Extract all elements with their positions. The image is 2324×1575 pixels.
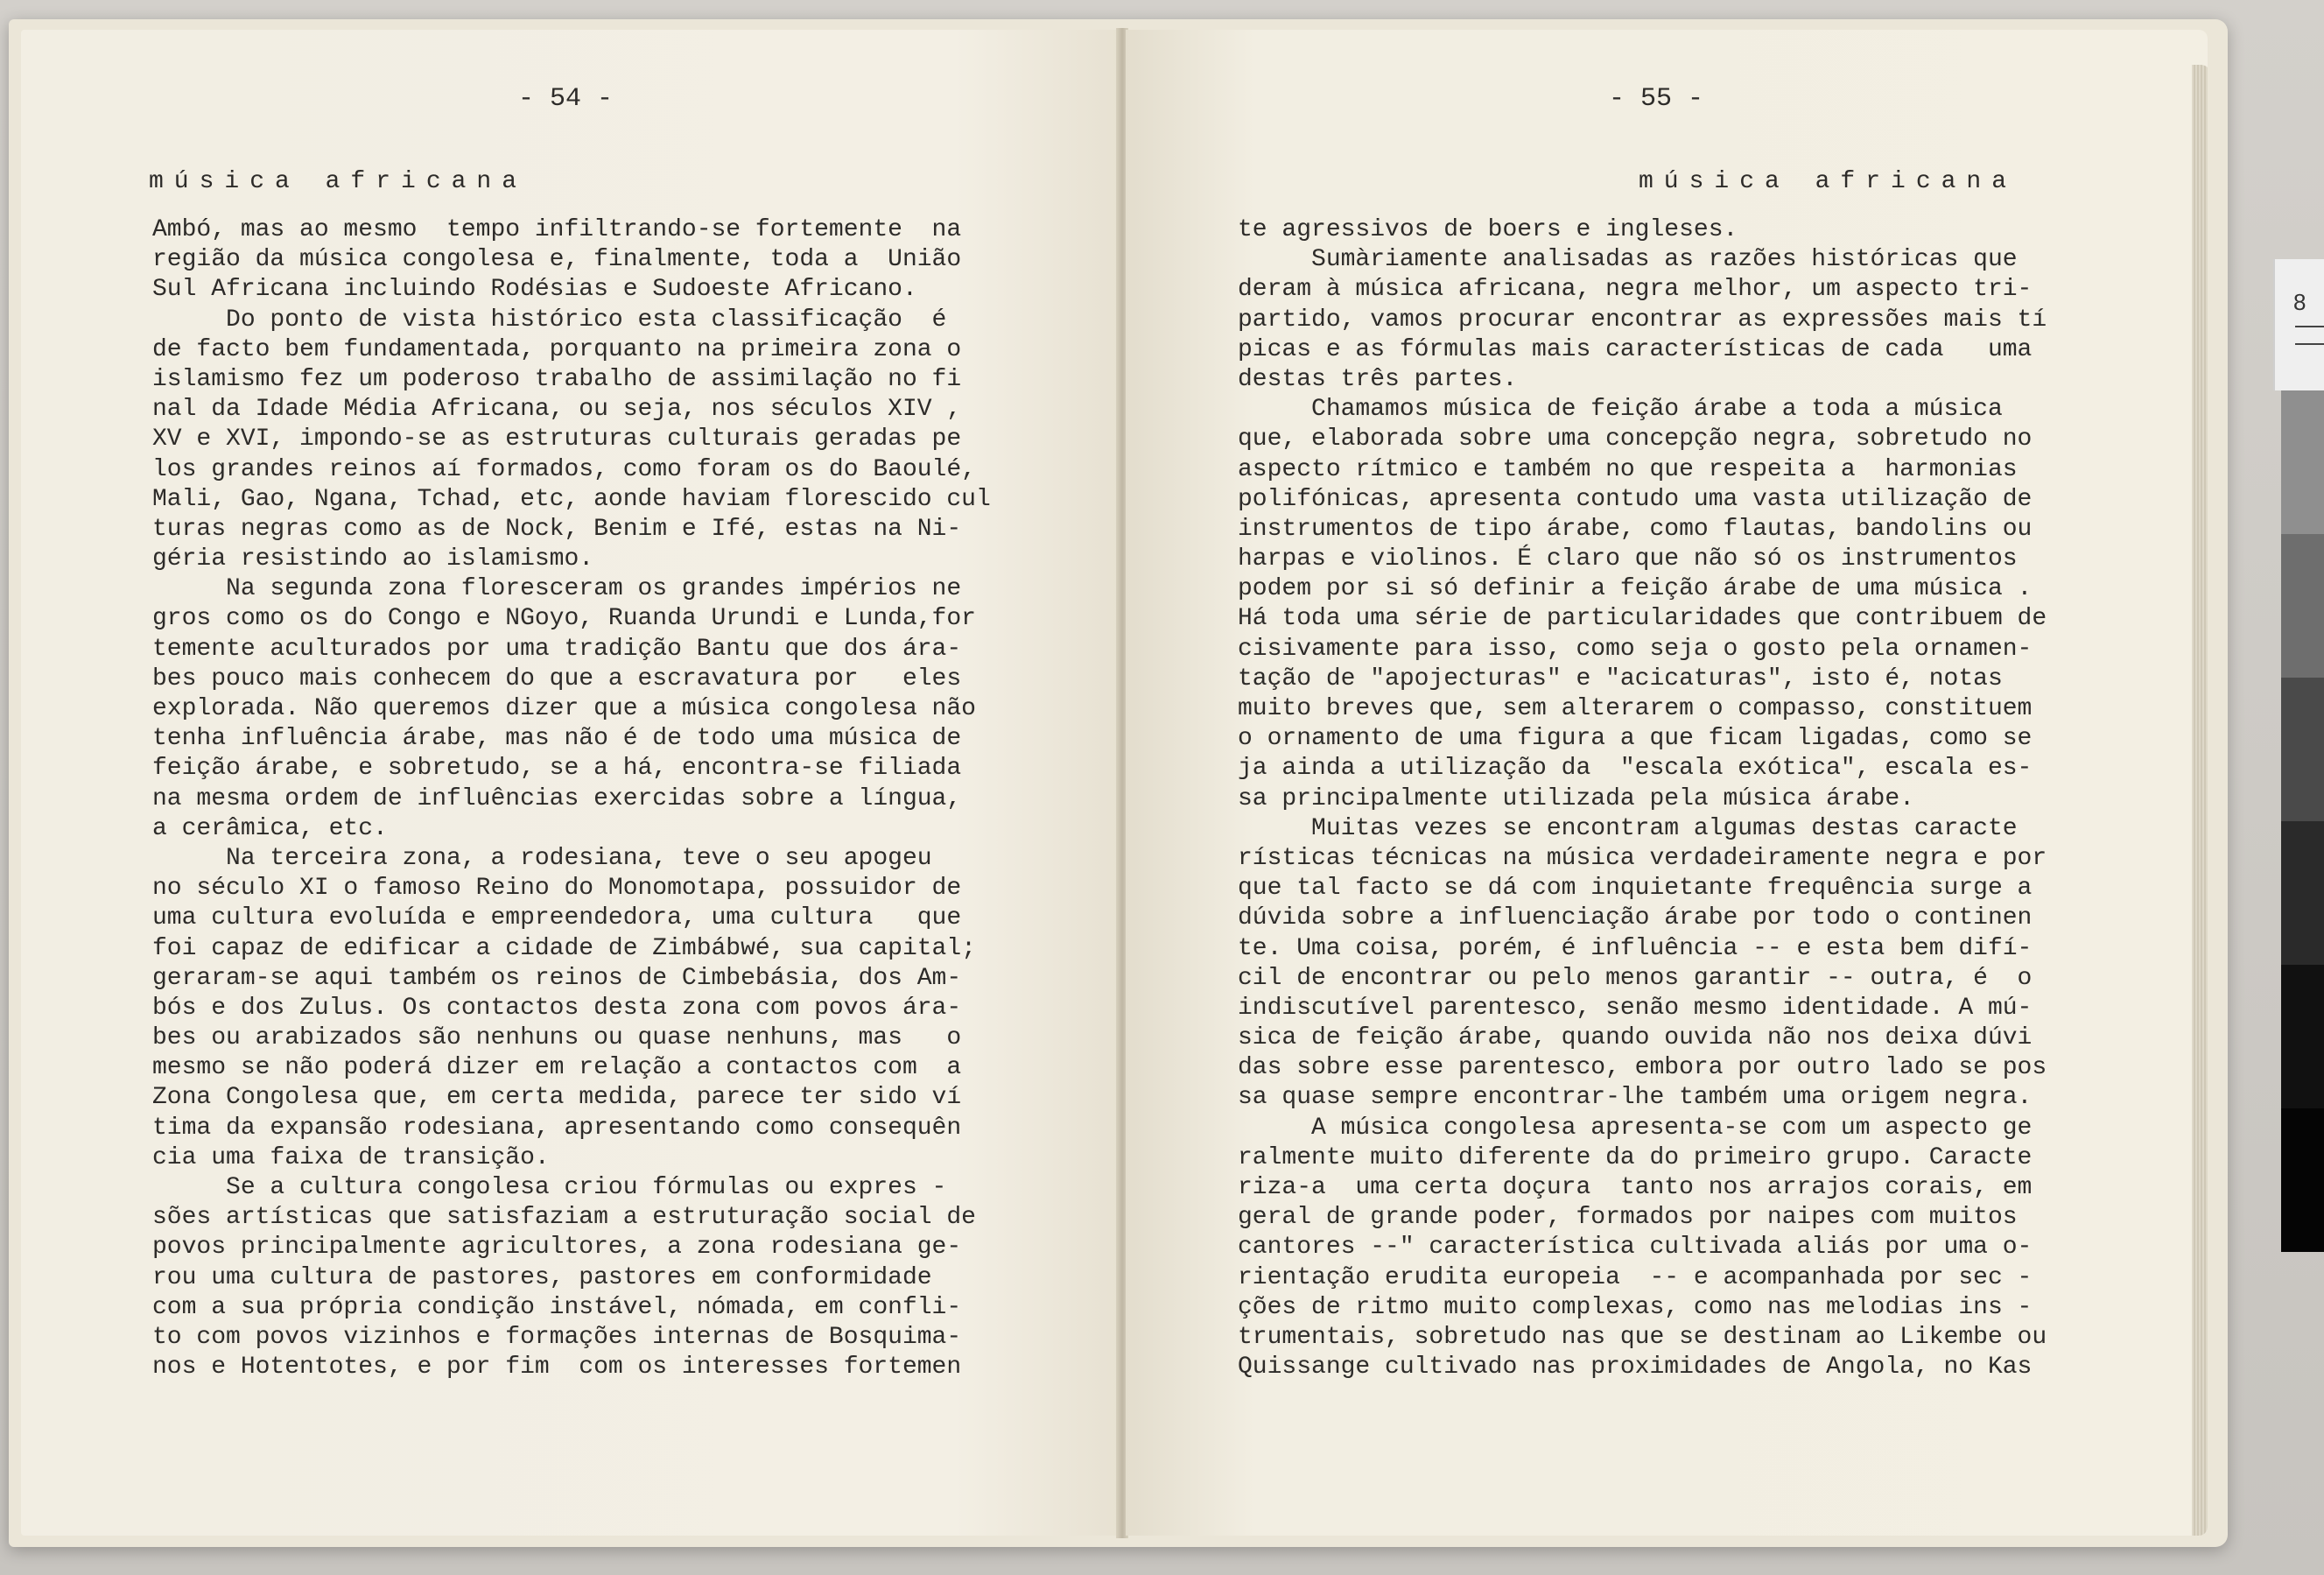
text-line: partido, vamos procurar encontrar as expressões mais tí <box>1238 306 2047 334</box>
text-line: tenha influência árabe, mas não é de todo uma música de <box>152 725 962 753</box>
text-line: a cerâmica, etc. <box>152 814 388 842</box>
color-strip-patch <box>2281 390 2324 534</box>
text-line: na mesma ordem de influências exercidas sobre a língua, <box>152 784 962 812</box>
text-line: sões artísticas que satisfaziam a estruturação social de <box>152 1204 976 1232</box>
text-line: rou uma cultura de pastores, pastores em conformidade <box>152 1263 932 1291</box>
text-line: islamismo fez um poderoso trabalho de assimilação no fi <box>152 365 962 393</box>
text-line: que, elaborada sobre uma concepção negra, sobretudo no <box>1238 425 2033 454</box>
text-line: riza-a uma certa doçura tanto nos arrajos corais, em <box>1238 1174 2033 1201</box>
text-line: Mali, Gao, Ngana, Tchad, etc, aonde haviam florescido cul <box>152 485 991 513</box>
text-line: uma cultura evoluída e empreendedora, uma cultura que <box>152 904 962 932</box>
text-line: trumentais, sobretudo nas que se destinam ao Likembe ou <box>1238 1323 2047 1351</box>
left-page <box>21 30 1120 1536</box>
text-line: tação de "apojecturas" e "acicaturas", isto é, notas <box>1238 664 2003 693</box>
text-line: com a sua própria condição instável, nómada, em confli- <box>152 1293 962 1321</box>
text-line: bes ou arabizados são nenhuns ou quase nenhuns, mas o <box>152 1024 962 1052</box>
text-line: polifónicas, apresenta contudo uma vasta utilização de <box>1238 485 2033 513</box>
right-page <box>1126 30 2208 1536</box>
color-strip-patch <box>2281 678 2324 821</box>
text-line: das sobre esse parentesco, embora por outro lado se pos <box>1238 1054 2047 1082</box>
text-line: cia uma faixa de transição. <box>152 1143 550 1171</box>
text-line: povos principalmente agricultores, a zona rodesiana ge- <box>152 1234 962 1262</box>
text-line: rientação erudita europeia -- e acompanhada por sec - <box>1238 1263 2033 1291</box>
left-body-text <box>152 215 991 1382</box>
text-line: tima da expansão rodesiana, apresentando como consequên <box>152 1114 962 1142</box>
text-line: Do ponto de vista histórico esta classificação é <box>152 306 947 334</box>
text-line: to com povos vizinhos e formações internas de Bosquima- <box>152 1323 962 1351</box>
text-line: turas negras como as de Nock, Benim e Ifé, estas na Ni- <box>152 515 962 543</box>
color-strip-mark <box>2295 326 2324 327</box>
text-line: Se a cultura congolesa criou fórmulas ou expres - <box>152 1174 947 1201</box>
text-line: bós e dos Zulus. Os contactos desta zona com povos ára- <box>152 994 962 1022</box>
open-book <box>9 19 2228 1547</box>
text-line: de facto bem fundamentada, porquanto na primeira zona o <box>152 335 962 363</box>
text-line: sa principalmente utilizada pela música árabe. <box>1238 784 1914 812</box>
text-line: Na segunda zona floresceram os grandes impérios ne <box>152 575 962 603</box>
text-line: destas três partes. <box>1238 365 1518 393</box>
text-line: sica de feição árabe, quando ouvida não nos deixa dúvi <box>1238 1024 2033 1052</box>
right-body-text <box>1238 215 2047 1382</box>
text-line: podem por si só definir a feição árabe de uma música . <box>1238 575 2033 603</box>
running-head-right: música africana <box>1639 168 2018 195</box>
text-line: ções de ritmo muito complexas, como nas melodias ins - <box>1238 1293 2033 1321</box>
text-line: geraram-se aqui também os reinos de Cimbebásia, dos Am- <box>152 964 962 992</box>
text-line: cil de encontrar ou pelo menos garantir -- outra, é o <box>1238 964 2033 992</box>
text-line: ja ainda a utilização da "escala exótica", escala es- <box>1238 755 2033 783</box>
text-line: indiscutível parentesco, senão mesmo identidade. A mú- <box>1238 994 2033 1022</box>
page-edge <box>2192 65 2208 1536</box>
page-number-right: - 55 - <box>1609 84 1704 114</box>
text-line: foi capaz de edificar a cidade de Zimbábwé, sua capital; <box>152 934 976 962</box>
text-line: A música congolesa apresenta-se com um aspecto ge <box>1238 1114 2033 1142</box>
text-line: nal da Idade Média Africana, ou seja, nos séculos XIV , <box>152 396 962 424</box>
color-strip-patch <box>2281 534 2324 678</box>
color-strip-patch <box>2281 1108 2324 1252</box>
text-line: que tal facto se dá com inquietante frequência surge a <box>1238 875 2033 903</box>
text-line: Sul Africana incluindo Rodésias e Sudoeste Africano. <box>152 276 917 304</box>
text-line: Na terceira zona, a rodesiana, teve o seu apogeu <box>152 844 932 872</box>
text-line: temente aculturados por uma tradição Bantu que dos ára- <box>152 635 962 663</box>
text-line: ralmente muito diferente da do primeiro grupo. Caracte <box>1238 1143 2033 1171</box>
text-line: harpas e violinos. É claro que não só os instrumentos <box>1238 545 2018 573</box>
text-line: feição árabe, e sobretudo, se a há, encontra-se filiada <box>152 755 962 783</box>
text-line: Quissange cultivado nas proximidades de Angola, no Kas <box>1238 1354 2033 1382</box>
text-line: Sumàriamente analisadas as razões históricas que <box>1238 246 2018 274</box>
text-line: picas e as fórmulas mais características de cada uma <box>1238 335 2033 363</box>
text-line: cantores --" característica cultivada aliás por uma o- <box>1238 1234 2033 1262</box>
color-strip-patch <box>2281 821 2324 965</box>
text-line: gros como os do Congo e NGoyo, Ruanda Urundi e Lunda,for <box>152 605 976 633</box>
text-line: mesmo se não poderá dizer em relação a contactos com a <box>152 1054 962 1082</box>
color-strip-patch <box>2281 965 2324 1108</box>
page-number-left: - 54 - <box>518 84 614 114</box>
text-line: aspecto rítmico e também no que respeita a harmonias <box>1238 455 2018 483</box>
text-line: Ambó, mas ao mesmo tempo infiltrando-se fortemente na <box>152 216 962 243</box>
text-line: géria resistindo ao islamismo. <box>152 545 594 573</box>
text-line: nos e Hotentotes, e por fim com os interesses fortemen <box>152 1354 962 1382</box>
text-line: te agressivos de boers e ingleses. <box>1238 216 1738 243</box>
text-line: bes pouco mais conhecem do que a escravatura por eles <box>152 664 962 693</box>
running-head-left: música africana <box>149 168 528 195</box>
text-line: muito breves que, sem alterarem o compasso, constituem <box>1238 695 2033 722</box>
text-line: Chamamos música de feição árabe a toda a música <box>1238 396 2003 424</box>
text-line: região da música congolesa e, finalmente, toda a União <box>152 246 962 274</box>
text-line: dúvida sobre a influenciação árabe por todo o continen <box>1238 904 2033 932</box>
text-line: rísticas técnicas na música verdadeiramente negra e por <box>1238 844 2047 872</box>
text-line: instrumentos de tipo árabe, como flautas, bandolins ou <box>1238 515 2033 543</box>
text-line: Muitas vezes se encontram algumas destas caracte <box>1238 814 2018 842</box>
text-line: cisivamente para isso, como seja o gosto pela ornamen- <box>1238 635 2033 663</box>
color-strip-top <box>2273 259 2324 390</box>
color-strip-label: 8 <box>2293 289 2306 315</box>
text-line: explorada. Não queremos dizer que a música congolesa não <box>152 695 976 722</box>
color-strip-mark <box>2295 343 2324 345</box>
text-line: te. Uma coisa, porém, é influência -- e esta bem difí- <box>1238 934 2033 962</box>
text-line: deram à música africana, negra melhor, um aspecto tri- <box>1238 276 2033 304</box>
text-line: los grandes reinos aí formados, como foram os do Baoulé, <box>152 455 976 483</box>
text-line: no século XI o famoso Reino do Monomotapa, possuidor de <box>152 875 962 903</box>
text-line: XV e XVI, impondo-se as estruturas culturais geradas pe <box>152 425 962 454</box>
text-line: geral de grande poder, formados por naipes com muitos <box>1238 1204 2018 1232</box>
text-line: o ornamento de uma figura a que ficam ligadas, como se <box>1238 725 2033 753</box>
text-line: Zona Congolesa que, em certa medida, parece ter sido ví <box>152 1084 962 1112</box>
text-line: sa quase sempre encontrar-lhe também uma origem negra. <box>1238 1084 2033 1112</box>
text-line: Há toda uma série de particularidades que contribuem de <box>1238 605 2047 633</box>
